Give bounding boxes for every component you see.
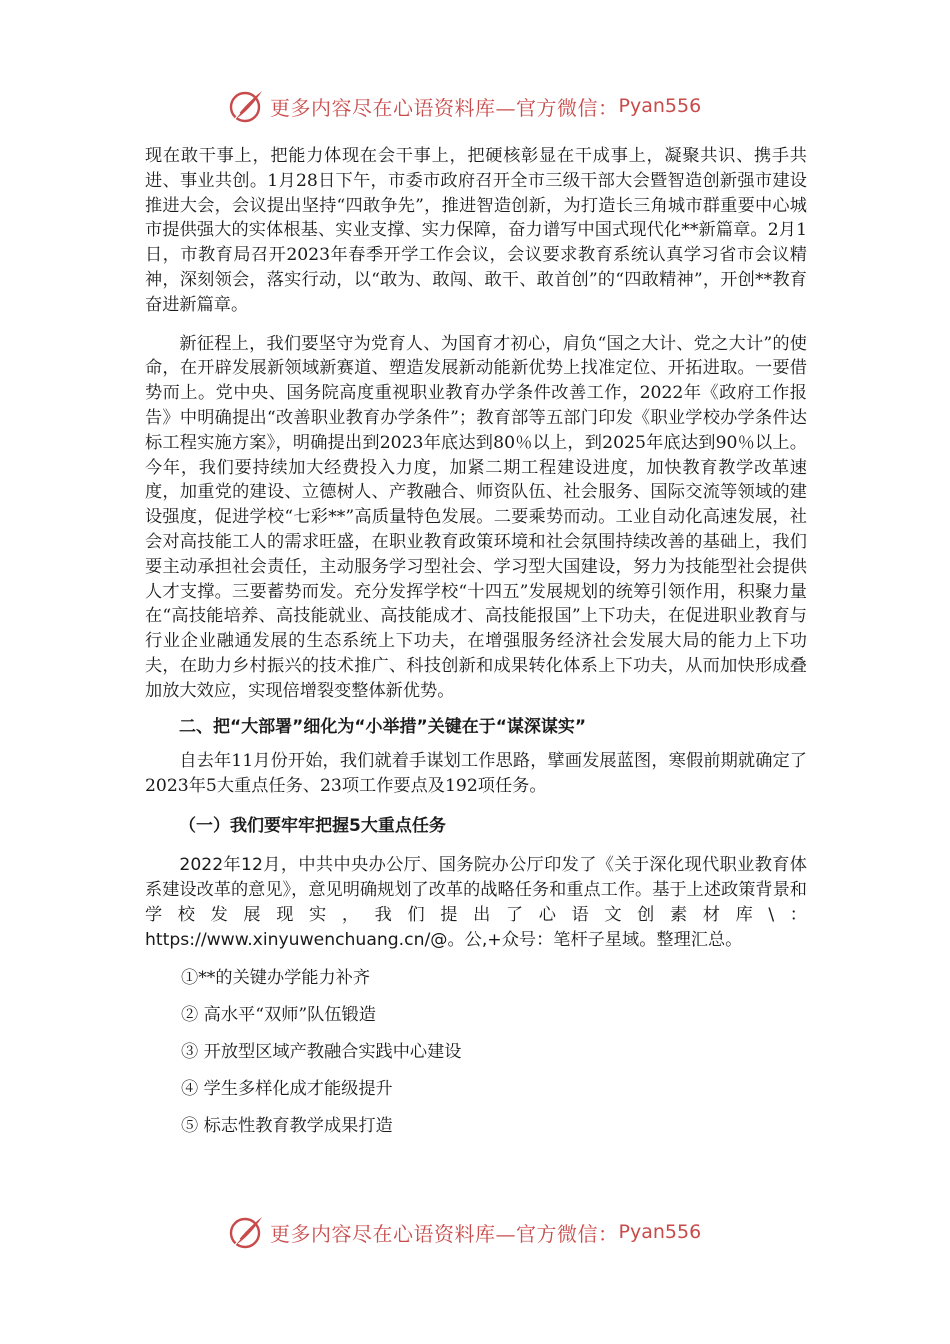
paragraph-1: 现在敢干事上，把能力体现在会干事上，把硬核彰显在干成事上，凝聚共识、携手共进、事业共创。1月28日下午，市委市政府召开全市三级干部大会暨智造创新强市建设推进大会，会议提出坚持“四敢争先”，推进智造创新，为打造长三角城市群重要中心城市提供强大的实体根基、实业支撑、实力保障，奋力谱写中国式现代化**新篇章。2月1日，市教育局召开2023年春季开学工作会议，会议要求教育系统认真学习省市会议精神，深刻领会，落实行动，以“敢为、敢闯、敢干、敢首创”的“四敢精神”，开创**教育奋进新篇章。	[145, 146, 807, 315]
footer-watermark-banner	[226, 1212, 746, 1252]
banner-wechat-id: Pyan556	[618, 95, 702, 117]
paragraph-3: 自去年11月份开始，我们就着手谋划工作思路，擘画发展蓝图，寒假前期就确定了2023年5大重点任务、23项工作要点及192项任务。	[145, 751, 807, 797]
paragraph-2: 新征程上，我们要坚守为党育人、为国育才初心，肩负“国之大计、党之大计”的使命，在开辟发展新领域新赛道、塑造发展新动能新优势上找准定位、开拓进取。一要借势而上。党中央、国务院高度重视职业教育办学条件改善工作，2022年《政府工作报告》中明确提出“改善职业教育办学条件”；教育部等五部门印发《职业学校办学条件达标工程实施方案》，明确提出到2023年底达到80％以上，到2025年底达到90％以上。今年，我们要持续加大经费投入力度，加紧二期工程建设进度，加快教育教学改革速度，加重党的建设、立德树人、产教融合、师资队伍、社会服务、国际交流等领域的建设强度，促进学校“七彩**”高质量特色发展。二要乘势而动。工业自动化高速发展，社会对高技能工人的需求旺盛，在职业教育政策环境和社会氛围持续改善的基础上，我们要主动承担社会责任，主动服务学习型社会、学习型大国建设，努力为技能型社会提供人才支撑。三要蓄势而发。充分发挥学校“十四五”发展规划的统筹引领作用，积聚力量在“高技能培养、高技能就业、高技能成才、高技能报国”上下功夫，在促进职业教育与行业企业融通发展的生态系统上下功夫，在增强服务经济社会发展大局的能力上下功夫，在助力乡村振兴的技术推广、科技创新和成果转化体系上下功夫，从而加快形成叠加放大效应，实现倍增裂变整体新优势。	[145, 333, 807, 701]
document-body	[145, 144, 807, 1138]
section-heading: 二、把“大部署”细化为“小举措”关键在于“谋深谋实”	[179, 716, 587, 737]
list-item: ② 高水平“双师”队伍锻造	[181, 1004, 376, 1025]
quill-pen-logo-icon	[226, 1212, 266, 1252]
quill-pen-logo-icon	[226, 86, 266, 126]
list-item: ③ 开放型区域产教融合实践中心建设	[181, 1041, 462, 1062]
paragraph-4: 2022年12月，中共中央办公厅、国务院办公厅印发了《关于深化现代职业教育体系建设改革的意见》，意见明确规划了改革的战略任务和重点工作。基于上述政策背景和学校发展现实，我们提出了心语文创素材库\：https://www.xinyuwenchuang.cn/@。公,+众号：笔杆子星域。整理汇总。	[145, 854, 807, 950]
header-watermark-banner	[226, 86, 746, 126]
banner-text: 更多内容尽在心语资料库—官方微信：	[270, 1221, 619, 1246]
list-item: ⑤ 标志性教育教学成果打造	[181, 1115, 393, 1136]
banner-text: 更多内容尽在心语资料库—官方微信：	[270, 95, 619, 120]
sub-heading: （一）我们要牢牢把握5大重点任务	[179, 815, 446, 836]
list-item: ④ 学生多样化成才能级提升	[181, 1078, 393, 1099]
list-item: ①**的关键办学能力补齐	[181, 967, 371, 988]
task-list	[145, 966, 807, 1138]
banner-wechat-id: Pyan556	[618, 1221, 702, 1243]
